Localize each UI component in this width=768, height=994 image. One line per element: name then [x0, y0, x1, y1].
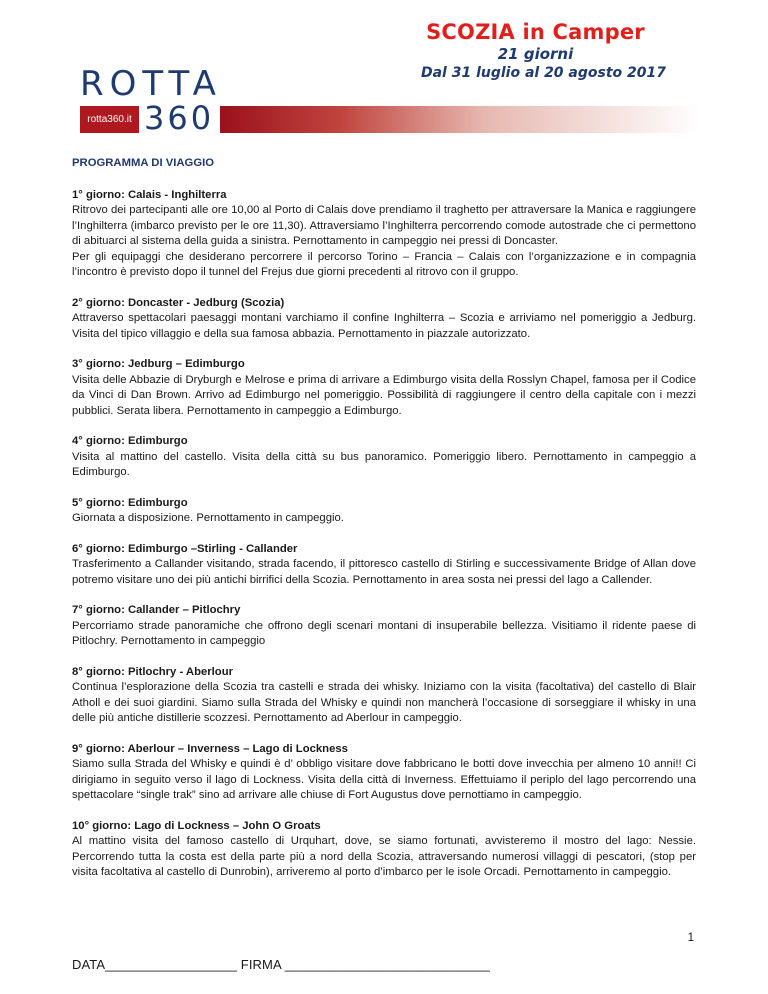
trip-dates: Dal 31 luglio al 20 agosto 2017: [420, 65, 666, 81]
day-description: Continua l’esplorazione della Scozia tra castelli e strada dei whisky. Iniziamo con la visita (facoltativa) del castello di Blair Atholl e dei suoi giardini. Siamo sulla Strada del Whisky e quindi non mancherà l’occasione di sorseggiare il whisky in una delle più antiche distillerie scozzesi. Pernottamento ad Aberlour in campeggio.: [72, 681, 696, 724]
day-title: 7° giorno: Callander – Pitlochry: [72, 604, 241, 616]
trip-duration: 21 giorni: [497, 45, 574, 63]
day-title: 4° giorno: Edimburgo: [72, 435, 188, 447]
day-description: Trasferimento a Callander visitando, strada facendo, il pittoresco castello di Stirling e successivamente Bridge of Allan dove potremo visitare uno dei più antichi birrifici della Scozia. Pernottamento in area sosta nei pressi del lago a Callender.: [72, 558, 696, 586]
signature-line: DATA__________________ FIRMA ____________________________: [72, 957, 490, 972]
day-description: Attraverso spettacolari paesaggi montani varchiamo il confine Inghilterra – Scozia e arriviamo nel pomeriggio a Jedburg. Visita del tipico villaggio e della sua famosa abbazia. Pernottamento in piazzale autorizzato.: [72, 312, 696, 340]
day-title: 3° giorno: Jedburg – Edimburgo: [72, 358, 245, 370]
day-section: [72, 603, 696, 650]
program-content: [72, 156, 696, 896]
day-title: 10° giorno: Lago di Lockness – John O Groats: [72, 819, 321, 832]
logo-number: 360: [144, 99, 215, 137]
day-section: [72, 665, 696, 727]
day-description: Visita delle Abbazie di Dryburgh e Melrose e prima di arrivare a Edimburgo visita della Rosslyn Chapel, famosa per il Codice da Vinci di Dan Brown. Arrivo ad Edimburgo nel pomeriggio. Possibilità di raggiungere il centro della capitale con i mezzi pubblici. Serata libera. Pernottamento in campeggio a Edimburgo.: [72, 373, 696, 417]
logo-word: ROTTA: [80, 64, 222, 104]
day-title: 2° giorno: Doncaster - Jedburg (Scozia): [72, 296, 285, 309]
rotta360-logo: [80, 66, 700, 138]
day-title: 8° giorno: Pitlochry - Aberlour: [72, 665, 234, 678]
day-description: Per gli equipaggi che desiderano percorrere il percorso Torino – Francia – Calais con l’organizzazione e in compagnia l’incontro è previsto dopo il tunnel del Frejus due giorni precedenti al ritrovo con il gruppo.: [72, 250, 696, 278]
day-description: Siamo sulla Strada del Whisky e quindi è d’ obbligo visitare dove fabbricano le botti dove invecchia per almeno 10 anni!! Ci dirigiamo in seguito verso il lago di Lockness. Visita della città di Inverness. Effettuiamo il periplo del lago percorrendo una spettacolare “single trak” sino ad arrivare alle chiuse di Fort Augustus dove pernottiamo in campeggio.: [72, 758, 696, 801]
day-title: 6° giorno: Edimburgo –Stirling - Callander: [72, 542, 298, 555]
day-section: [72, 542, 696, 589]
day-description: Ritrovo dei partecipanti alle ore 10,00 al Porto di Calais dove prendiamo il traghetto per attraversare la Manica e raggiungere l’Inghilterra (imbarco previsto per le ore 11,30). Attraversiamo l’Inghilterra percorrendo comode autostrade che ci permettono di abituarci al sistema della guida a sinistra. Pernottamento in campeggio nei pressi di Doncaster.: [72, 204, 696, 247]
day-description: Percorriamo strade panoramiche che offrono degli scenari montani di insuperabile bellezza. Visitiamo il ridente paese di Pitlochry. Pernottamento in campeggio: [72, 619, 696, 647]
day-title: 9° giorno: Aberlour – Inverness – Lago di Lockness: [72, 742, 348, 755]
day-section: [72, 742, 696, 804]
days-list: [72, 188, 696, 881]
day-section: [72, 496, 696, 527]
day-section: [72, 296, 696, 343]
day-section: [72, 819, 696, 881]
trip-title: SCOZIA in Camper: [426, 20, 645, 44]
page-number: 1: [687, 932, 694, 944]
day-description: Al mattino visita del famoso castello di Urquhart, dove, se siamo fortunati, avvisteremo il mostro del lago: Nessie. Percorrendo tutta la costa est della parte più a nord della Scozia, attraversando numerosi villaggi di pescatori, (stop per visita facoltativa al castello di Dunrobin), arriveremo al porto d’imbarco per le isole Orcadi. Pernottamento in campeggio.: [72, 835, 696, 878]
day-section: [72, 357, 696, 419]
logo-gradient-bar: [220, 106, 700, 133]
day-section: [72, 434, 696, 481]
program-heading: PROGRAMMA DI VIAGGIO: [72, 157, 215, 169]
day-title: 5° giorno: Edimburgo: [72, 496, 188, 509]
day-description: Giornata a disposizione. Pernottamento in campeggio.: [72, 512, 344, 524]
day-section: [72, 188, 696, 281]
logo-badge: rotta360.it: [80, 106, 139, 133]
day-title: 1° giorno: Calais - Inghilterra: [72, 188, 227, 201]
day-description: Visita al mattino del castello. Visita della città su bus panoramico. Pomeriggio libero. Pernottamento in campeggio a Edimburgo.: [72, 450, 696, 478]
